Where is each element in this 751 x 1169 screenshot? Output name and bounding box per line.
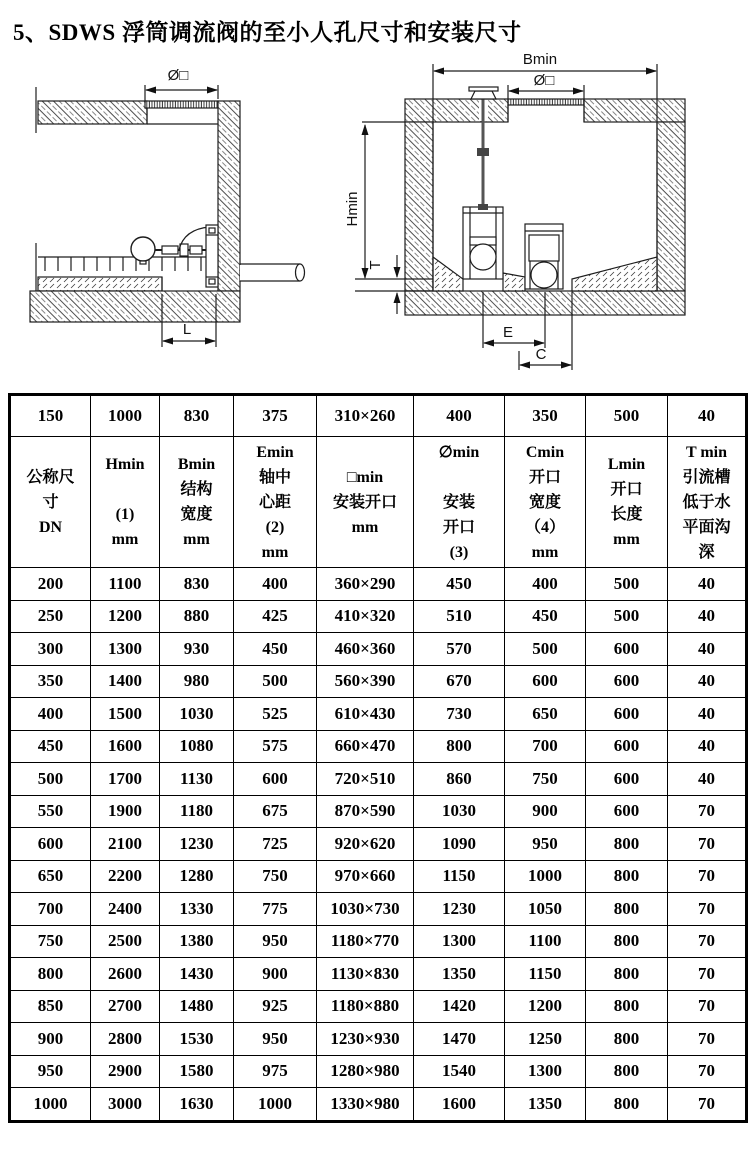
table-cell: 40 [668,568,747,601]
table-cell: 40 [668,395,747,437]
table-body [10,395,747,1122]
table-cell: 1180×770 [317,925,414,958]
table-cell: 1500 [91,698,160,731]
table-cell: 800 [586,1088,668,1122]
table-cell: 1420 [414,990,505,1023]
table-cell: 1130 [160,763,234,796]
table-cell: 525 [234,698,317,731]
table-cell: 870×590 [317,795,414,828]
table-cell: 800 [586,1023,668,1056]
header-line: mm [261,543,289,561]
table-cell: 975 [234,1055,317,1088]
table-cell: 600 [234,763,317,796]
table-cell: 650 [10,860,91,893]
table-cell [91,437,160,568]
gate-valve-left-pipe [470,244,496,270]
header-line: 引流槽 [682,468,731,486]
table-cell: 830 [160,395,234,437]
header-line: mm [531,543,559,561]
table-cell: 850 [10,990,91,1023]
table-cell: 500 [505,633,586,666]
header-line: mm [111,531,139,548]
gate-valve-right-pipe [531,262,557,288]
header-line: （4） [524,518,565,536]
table-cell: 1600 [91,730,160,763]
header-line: 寸 [42,493,59,511]
table-cell: 1130×830 [317,958,414,991]
table-cell: 300 [10,633,91,666]
table-cell: 2700 [91,990,160,1023]
table-cell: 425 [234,600,317,633]
table-cell: 730 [414,698,505,731]
table-cell: 1090 [414,828,505,861]
table-cell: 750 [10,925,91,958]
table-cell: 880 [160,600,234,633]
table-row [10,698,747,731]
table-cell: 2500 [91,925,160,958]
table-cell: 510 [414,600,505,633]
table-cell: 950 [234,925,317,958]
table-cell: 2900 [91,1055,160,1088]
table-cell: 725 [234,828,317,861]
rod-turnbuckle [162,246,178,254]
table-cell: 800 [586,990,668,1023]
header-line: 安装 [442,493,475,511]
table-cell: 750 [234,860,317,893]
table-row [10,763,747,796]
table-row [10,795,747,828]
table-cell: 150 [10,395,91,437]
table-cell: 550 [10,795,91,828]
channel-ticks [45,257,212,271]
table-cell: 1300 [505,1055,586,1088]
dim-label-opening-left: Ø□ [167,67,189,84]
table-cell: 360×290 [317,568,414,601]
table-cell: 1280×980 [317,1055,414,1088]
header-line: 低于水 [682,493,731,511]
table-cell: 930 [160,633,234,666]
table-cell: 1630 [160,1088,234,1122]
table-cell: 460×360 [317,633,414,666]
dim-label-hmin: Hmin [344,191,361,227]
table-cell: 400 [10,698,91,731]
page-title: 5、SDWS 浮筒调流阀的至小人孔尺寸和安装尺寸 [13,20,522,45]
table-cell: 600 [586,730,668,763]
table-row [10,1055,747,1088]
table-cell: 900 [505,795,586,828]
pipe-end [296,264,305,281]
header-line: mm [613,531,640,548]
header-line: (1) [115,506,135,523]
table-cell: 800 [586,925,668,958]
header-line: mm [351,518,379,536]
float-ball [131,237,155,261]
wall-flange [206,225,218,287]
table-cell: 1540 [414,1055,505,1088]
right-section-view [344,51,685,370]
table-cell: 700 [505,730,586,763]
header-line: DN [38,518,63,536]
table-cell: 40 [668,763,747,796]
table-cell: 800 [586,860,668,893]
table-cell: 700 [10,893,91,926]
table-cell: 450 [234,633,317,666]
table-cell: 400 [414,395,505,437]
table-cell: 40 [668,698,747,731]
table-cell: 1350 [414,958,505,991]
table-cell [414,437,505,568]
table-cell: 450 [414,568,505,601]
header-line: Hmin [105,456,145,473]
table-cell: 1100 [91,568,160,601]
table-cell: 70 [668,1055,747,1088]
table-cell: 675 [234,795,317,828]
bench-left [433,257,463,291]
table-cell: 1400 [91,665,160,698]
table-cell: 610×430 [317,698,414,731]
table-cell: 70 [668,958,747,991]
dimensions-table [8,393,748,1123]
bench-middle [503,273,525,291]
table-cell: 860 [414,763,505,796]
table-cell: 40 [668,600,747,633]
table-cell: 775 [234,893,317,926]
table-cell: 1900 [91,795,160,828]
table-cell: 500 [234,665,317,698]
table-cell: 500 [586,395,668,437]
table-cell: 1380 [160,925,234,958]
table-cell: 250 [10,600,91,633]
table-cell: 1300 [91,633,160,666]
table-cell: 950 [10,1055,91,1088]
slab-right-part [584,99,685,122]
bench-right [572,257,657,291]
table-cell: 375 [234,395,317,437]
header-line: 开口 [442,518,475,536]
table-cell: 800 [586,893,668,926]
table-cell: 600 [505,665,586,698]
table-cell: 1180 [160,795,234,828]
table-cell: 1030 [160,698,234,731]
table-cell: 950 [505,828,586,861]
header-line: ∅min [438,443,480,461]
table-cell: 600 [586,665,668,698]
table-cell: 920×620 [317,828,414,861]
left-section-view [30,67,305,347]
screed-strip [38,277,162,291]
table-row [10,893,747,926]
table-cell: 40 [668,730,747,763]
dim-label-bmin: Bmin [522,51,558,68]
manhole-grating [145,101,218,108]
table-cell: 1230 [414,893,505,926]
table-cell [160,437,234,568]
header-line [414,465,504,490]
table-cell: 70 [668,860,747,893]
table-cell: 560×390 [317,665,414,698]
header-line: 心距 [258,493,291,511]
wall-top-slab [38,101,147,124]
table-cell: 1000 [91,395,160,437]
table-cell: 1000 [234,1088,317,1122]
table-cell: 1580 [160,1055,234,1088]
table-cell: 1330 [160,893,234,926]
header-line: (3) [449,543,469,561]
table-cell: 800 [10,958,91,991]
table-cell: 1000 [505,860,586,893]
table-cell: 1470 [414,1023,505,1056]
dim-label-opening-right: Ø□ [533,72,555,89]
table-cell: 40 [668,665,747,698]
table-row [10,1088,747,1122]
header-line: 安装开口 [332,493,397,511]
table-cell: 600 [10,828,91,861]
header-line: Cmin [525,443,565,461]
header-line: mm [183,531,210,548]
table-row [10,958,747,991]
table-cell: 1250 [505,1023,586,1056]
installation-diagrams [0,49,751,383]
table-cell: 70 [668,828,747,861]
table-cell: 1350 [505,1088,586,1122]
table-cell: 1100 [505,925,586,958]
header-line: 轴中 [258,468,291,486]
table-cell: 600 [586,633,668,666]
table-cell: 650 [505,698,586,731]
table-cell: 800 [586,1055,668,1088]
dim-label-t: T [367,260,384,270]
table-cell: 200 [10,568,91,601]
header-line: Emin [256,443,294,461]
header-line: 平面沟 [682,518,731,536]
table-cell: 1230 [160,828,234,861]
table-cell: 1050 [505,893,586,926]
table-cell: 925 [234,990,317,1023]
table-cell: 800 [586,828,668,861]
table-cell: 575 [234,730,317,763]
table-cell: 2200 [91,860,160,893]
header-line: 宽度 [180,506,213,523]
table-cell: 970×660 [317,860,414,893]
table-cell: 660×470 [317,730,414,763]
table-cell: 70 [668,795,747,828]
table-cell: 1150 [414,860,505,893]
table-cell: 1080 [160,730,234,763]
table-cell: 1530 [160,1023,234,1056]
stem-operator [471,91,496,99]
table-row [10,990,747,1023]
table-cell [317,437,414,568]
table-cell: 70 [668,1023,747,1056]
table-cell: 2400 [91,893,160,926]
table-cell: 450 [10,730,91,763]
table-cell: 600 [586,698,668,731]
table-cell: 500 [10,763,91,796]
table-row [10,665,747,698]
table-cell [505,437,586,568]
table-cell: 1200 [505,990,586,1023]
table-cell: 600 [586,763,668,796]
header-line: 开口 [528,468,561,486]
table-row [10,633,747,666]
header-line: T min [685,443,728,461]
table-cell: 720×510 [317,763,414,796]
table-cell: 2800 [91,1023,160,1056]
dim-label-c: C [535,346,547,363]
header-line: 深 [698,543,715,561]
table-cell: 830 [160,568,234,601]
table-row [10,730,747,763]
table-cell: 750 [505,763,586,796]
table-cell: 800 [586,958,668,991]
table-cell: 40 [668,633,747,666]
header-line: 长度 [610,506,643,523]
wall-right [657,122,685,291]
table-cell: 400 [505,568,586,601]
header-line: Bmin [177,456,216,473]
table-cell: 70 [668,990,747,1023]
header-line: 结构 [180,481,213,498]
dim-label-l: L [182,321,192,338]
table-cell: 1000 [10,1088,91,1122]
table-header-row [10,437,747,568]
table-cell: 310×260 [317,395,414,437]
slab-left-part [405,99,508,122]
table-cell: 1430 [160,958,234,991]
table-cell: 410×320 [317,600,414,633]
table-cell: 800 [414,730,505,763]
header-line: 开口 [610,481,643,498]
table-cell [10,437,91,568]
table-cell: 2600 [91,958,160,991]
table-cell: 670 [414,665,505,698]
table-cell [586,437,668,568]
table-cell: 70 [668,893,747,926]
table-cell: 70 [668,1088,747,1122]
floor-slab [30,291,240,322]
table-cell: 500 [586,568,668,601]
table-cell: 1300 [414,925,505,958]
table-cell: 600 [586,795,668,828]
table-cell: 980 [160,665,234,698]
header-line: 公称尺 [26,468,75,486]
table-cell: 400 [234,568,317,601]
table-row [10,600,747,633]
table-cell: 1200 [91,600,160,633]
table-cell: 1150 [505,958,586,991]
stem-coupling [477,148,489,156]
header-line: 宽度 [528,493,561,511]
header-line [91,477,159,502]
header-line: (2) [265,518,285,536]
table-cell: 900 [10,1023,91,1056]
table-cell: 350 [505,395,586,437]
table-row [10,568,747,601]
manhole-grating [508,99,584,105]
table-cell [234,437,317,568]
table-cell [668,437,747,568]
header-line: Lmin [607,456,646,473]
table-row [10,395,747,437]
table-cell: 1030×730 [317,893,414,926]
table-cell: 3000 [91,1088,160,1122]
table-cell: 70 [668,925,747,958]
table-cell: 2100 [91,828,160,861]
table-row [10,828,747,861]
table-cell: 570 [414,633,505,666]
table-cell: 1600 [414,1088,505,1122]
diagram-area [0,49,751,383]
table-cell: 900 [234,958,317,991]
table-cell: 1180×880 [317,990,414,1023]
table-row [10,1023,747,1056]
dim-label-e: E [502,324,514,341]
table-cell: 1700 [91,763,160,796]
table-cell: 1230×930 [317,1023,414,1056]
table-row [10,925,747,958]
table-cell: 1280 [160,860,234,893]
wall-left [405,122,433,291]
header-line: □min [346,468,384,486]
table-cell: 950 [234,1023,317,1056]
table-cell: 350 [10,665,91,698]
table-cell: 1030 [414,795,505,828]
table-row [10,860,747,893]
table-cell: 1480 [160,990,234,1023]
table-cell: 450 [505,600,586,633]
table-cell: 500 [586,600,668,633]
table-cell: 1330×980 [317,1088,414,1122]
wall-right [218,101,240,291]
